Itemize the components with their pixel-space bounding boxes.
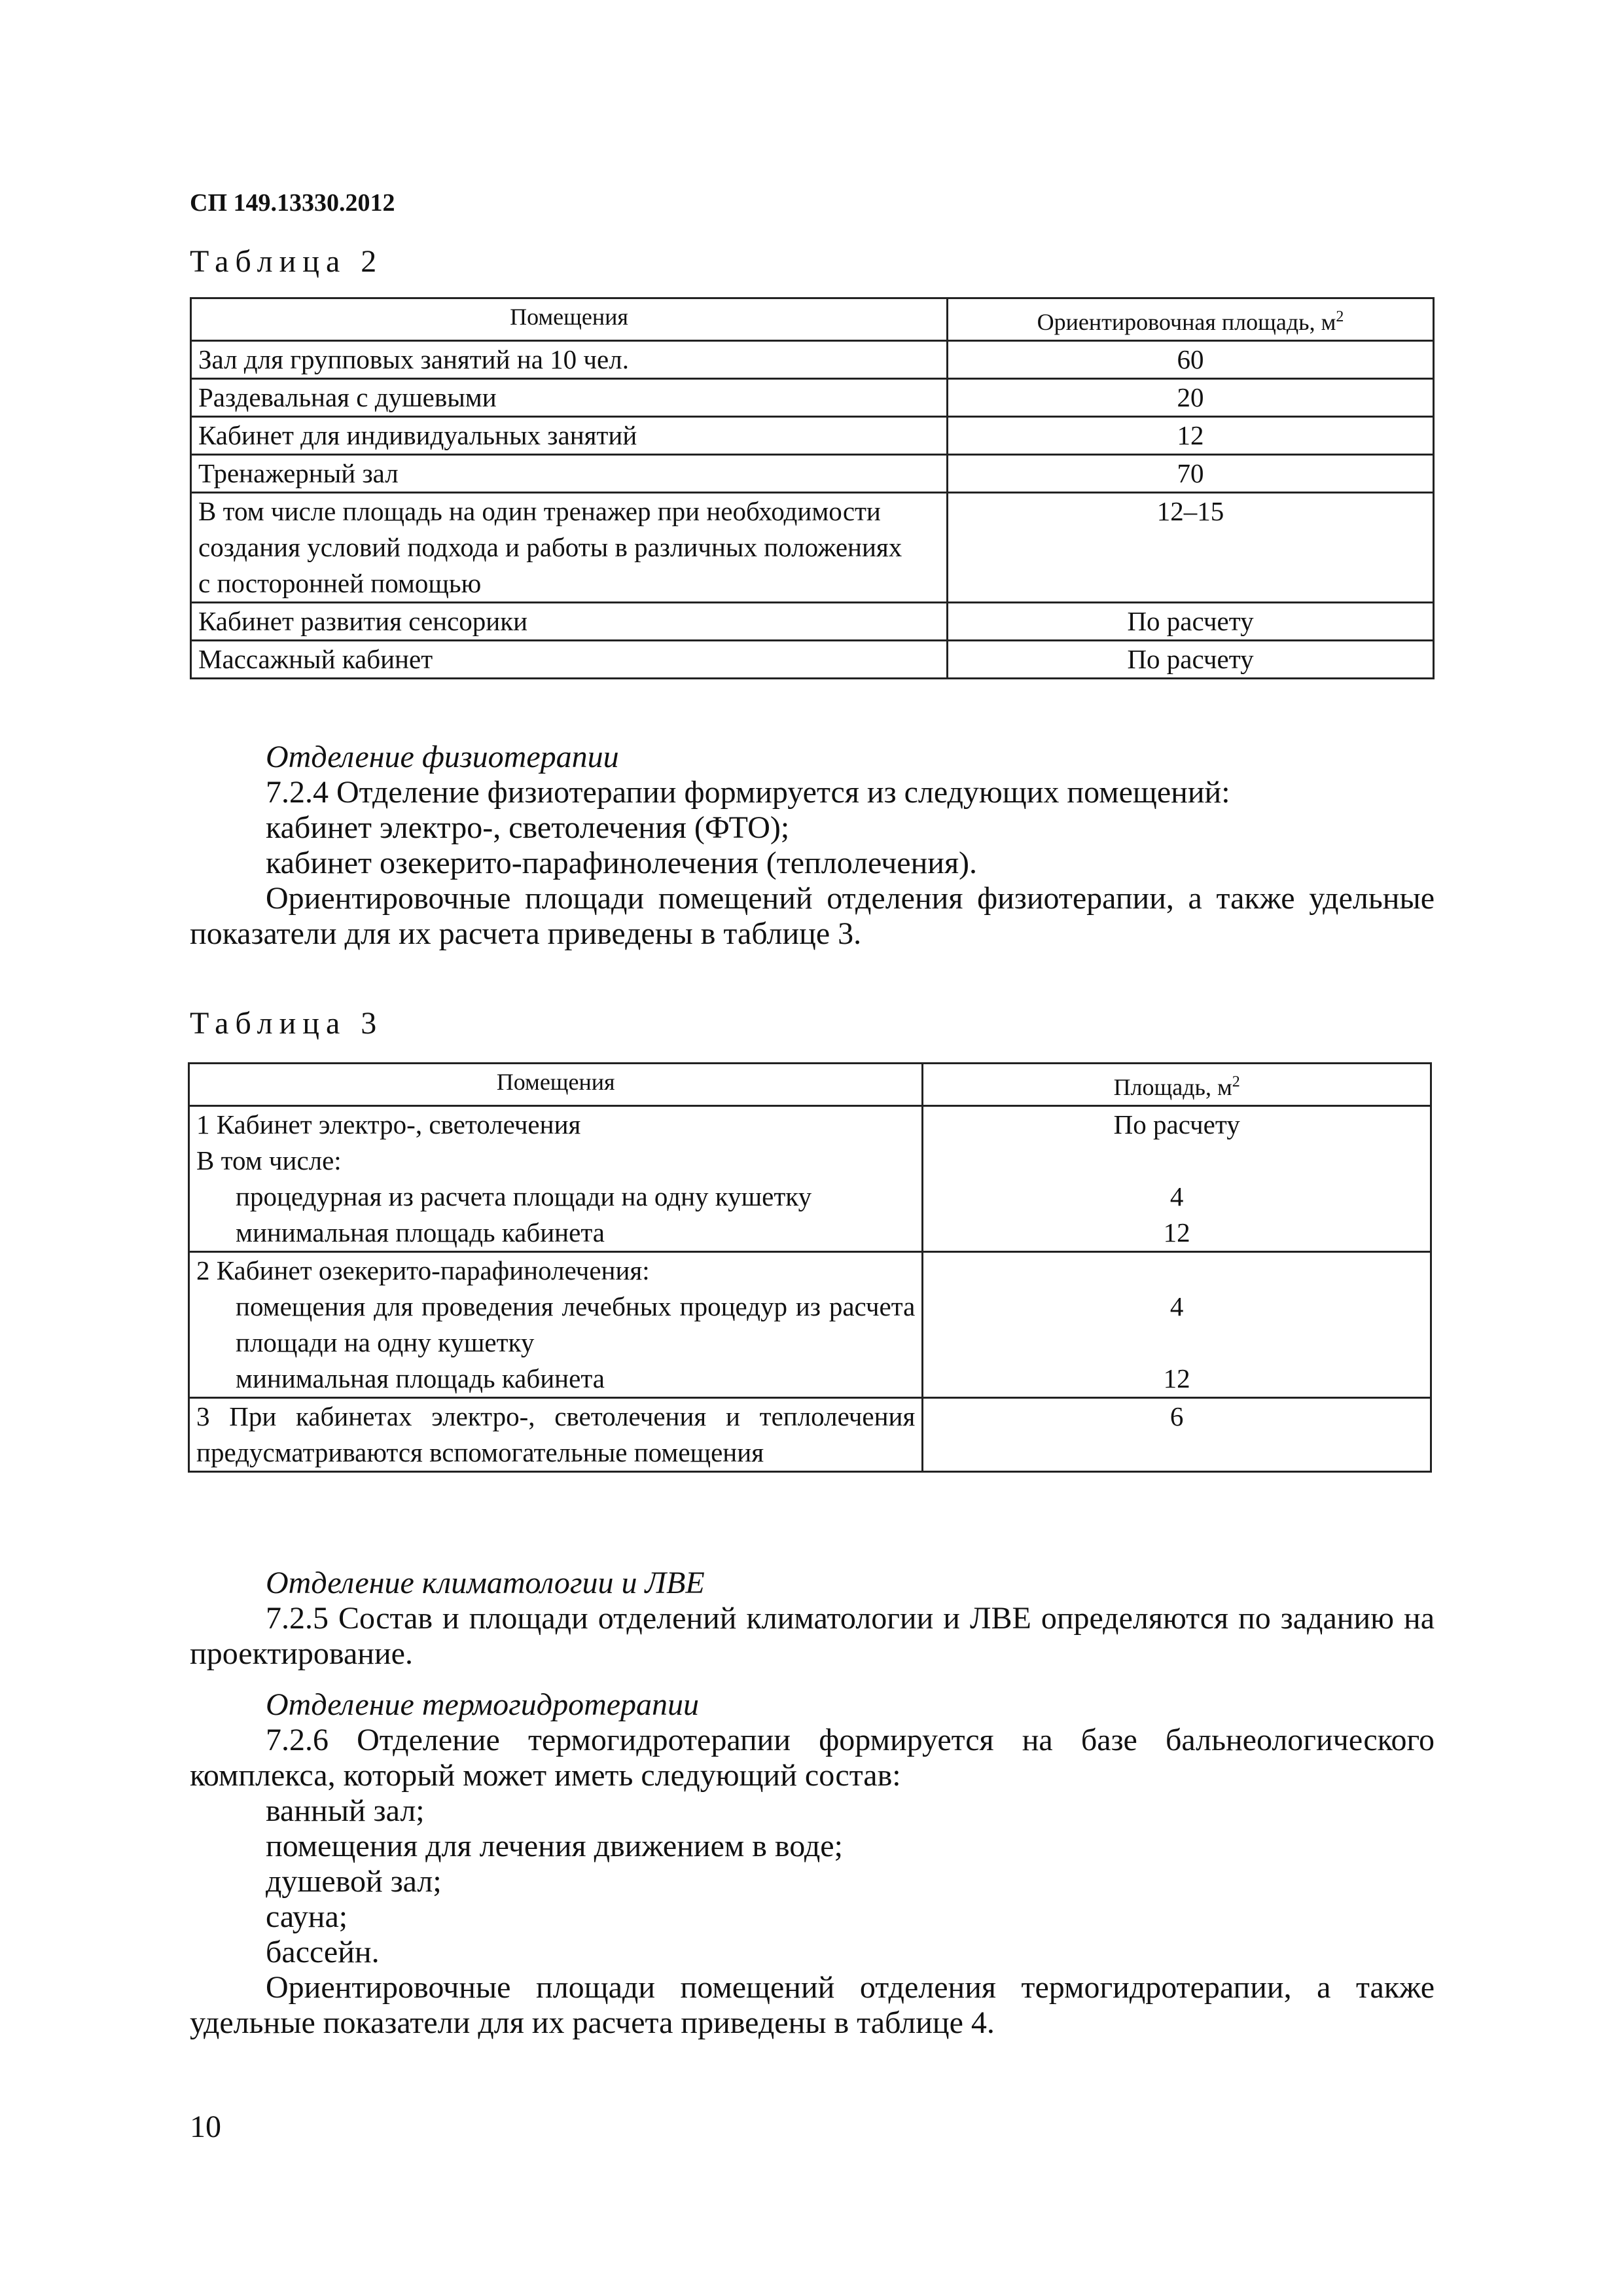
group-item: минимальная площадь кабинета: [236, 1363, 605, 1393]
area-cell: 70: [948, 455, 1434, 493]
room-cell: [189, 1106, 923, 1252]
column-header-rooms: Помещения: [189, 1064, 923, 1106]
table-row: [189, 1398, 1431, 1472]
room-cell: Тренажерный зал: [191, 455, 948, 493]
column-header-rooms: Помещения: [191, 298, 948, 341]
superscript: 2: [1336, 308, 1344, 325]
table-row: [191, 417, 1434, 455]
list-item: бассейн.: [266, 1935, 380, 1969]
paragraph-thermo-areas: Ориентировочные площади помещений отделения термогидротерапии, а также удельные показатели для их расчета приведены в таблице 4.: [190, 1970, 1435, 2040]
group-item: минимальная площадь кабинета: [236, 1217, 605, 1247]
column-header-area: [923, 1064, 1431, 1106]
area-value: По расчету: [1113, 1109, 1240, 1139]
room-cell: Кабинет для индивидуальных занятий: [191, 417, 948, 455]
area-cell: По расчету: [948, 641, 1434, 679]
area-value: 4: [1169, 1291, 1184, 1321]
area-cell: 12–15: [948, 493, 1434, 603]
superscript: 2: [1232, 1073, 1240, 1090]
area-value: 12: [1163, 1363, 1190, 1393]
area-value: 12: [1163, 1217, 1190, 1247]
table-header-row: [189, 1064, 1431, 1106]
room-cell: 3 При кабинетах электро-, светолечения и теплолечения предусматриваются вспомогательные помещения: [189, 1398, 923, 1472]
table-row: [191, 641, 1434, 679]
area-cell: 6: [923, 1398, 1431, 1472]
table-row: [191, 455, 1434, 493]
list-item: кабинет электро-, светолечения (ФТО);: [266, 810, 790, 845]
group-title: 2 Кабинет озекерито-парафинолечения:: [196, 1255, 650, 1285]
room-cell: Раздевальная с душевыми: [191, 379, 948, 417]
column-header-area: [948, 298, 1434, 341]
room-cell: Массажный кабинет: [191, 641, 948, 679]
column-header-area-text: Ориентировочная площадь, м: [1037, 309, 1336, 335]
area-cell: 20: [948, 379, 1434, 417]
table-2-caption: Таблица 2: [190, 244, 383, 279]
paragraph-7-2-4: 7.2.4 Отделение физиотерапии формируется из следующих помещений:: [266, 775, 1230, 810]
table-2: [190, 297, 1435, 679]
table-row: [191, 603, 1434, 641]
table-row: [191, 379, 1434, 417]
table-3-caption: Таблица 3: [190, 1006, 383, 1041]
area-cell: По расчету: [948, 603, 1434, 641]
area-cell: [923, 1252, 1431, 1398]
table-row: [191, 341, 1434, 379]
section-heading-climatology: Отделение климатологии и ЛВЕ: [266, 1566, 705, 1600]
paragraph-7-2-6: 7.2.6 Отделение термогидротерапии формируется на базе бальнеологического комплекса, который может иметь следующий состав:: [190, 1723, 1435, 1793]
document-code: СП 149.13330.2012: [190, 189, 395, 217]
list-item: помещения для лечения движением в воде;: [266, 1829, 843, 1863]
room-cell: Зал для групповых занятий на 10 чел.: [191, 341, 948, 379]
room-cell: В том числе площадь на один тренажер при необходимости создания условий подхода и работы в различных положениях с посторонней помощью: [191, 493, 948, 603]
area-cell: 12: [948, 417, 1434, 455]
table-3: [188, 1062, 1432, 1473]
column-header-area-text: Площадь, м: [1113, 1074, 1232, 1100]
list-item: ванный зал;: [266, 1793, 425, 1828]
section-heading-physiotherapy: Отделение физиотерапии: [266, 740, 619, 774]
group-subtitle: В том числе:: [196, 1145, 342, 1175]
area-value: 4: [1169, 1181, 1184, 1211]
group-title: 1 Кабинет электро-, светолечения: [196, 1109, 581, 1139]
room-cell: Кабинет развития сенсорики: [191, 603, 948, 641]
list-item: душевой зал;: [266, 1864, 442, 1899]
table-row: [189, 1106, 1431, 1252]
table-header-row: [191, 298, 1434, 341]
group-item: процедурная из расчета площади на одну кушетку: [236, 1181, 812, 1211]
section-heading-thermohydrotherapy: Отделение термогидротерапии: [266, 1687, 700, 1722]
room-cell: [189, 1252, 923, 1398]
area-cell: [923, 1106, 1431, 1252]
paragraph-7-2-5: 7.2.5 Состав и площади отделений климатологии и ЛВЕ определяются по заданию на проектирование.: [190, 1601, 1435, 1671]
area-cell: 60: [948, 341, 1434, 379]
table-row: [191, 493, 1434, 603]
paragraph-physio-areas: Ориентировочные площади помещений отделения физиотерапии, а также удельные показатели для их расчета приведены в таблице 3.: [190, 881, 1435, 951]
table-row: [189, 1252, 1431, 1398]
list-item: кабинет озекерито-парафинолечения (теплолечения).: [266, 846, 978, 880]
page-number: 10: [190, 2109, 221, 2144]
list-item: сауна;: [266, 1899, 348, 1934]
group-item: помещения для проведения лечебных процедур из расчета площади на одну кушетку: [236, 1291, 916, 1357]
